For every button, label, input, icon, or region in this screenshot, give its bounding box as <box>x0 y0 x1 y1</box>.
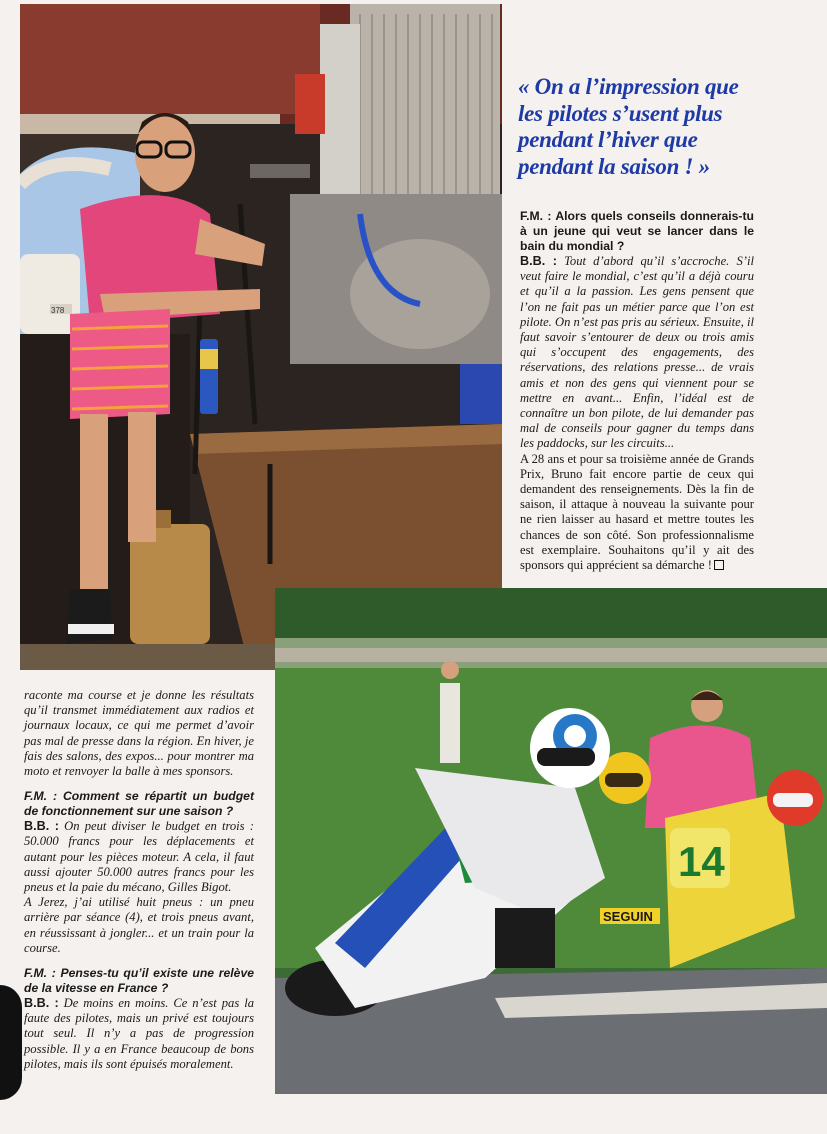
answer-budget <box>24 819 254 895</box>
right-column <box>520 209 754 573</box>
page-edge-mark <box>0 985 22 1100</box>
answer-text: On peut diviser le budget en trois : 50.000 francs pour les déplacements et autant pour les pièces moteur. A cela, il faut aussi ajouter 50.000 autres francs pour les pneus et la paie du mécano, Gilles Bigot. <box>24 819 254 895</box>
answer-text: A Jerez, j’ai utilisé huit pneus : un pneu arrière par séance (4), et trois pneus avant, en réussissant à jongler... et un train pour la course. <box>24 895 254 955</box>
race-illustration <box>275 588 827 1094</box>
question-text: Penses-tu qu’il existe une relève de la vitesse en France ? <box>24 966 255 996</box>
pit-box-photo <box>20 4 502 670</box>
rider-sponsor-text: SEGUIN <box>603 909 653 924</box>
answer-text: Tout d’abord qu’il s’accroche. S’il veut faire le mondial, c’est qu’il a déjà couru et qu’il a la passion. Les gens pensent que l’on ne fait pas un métier parce que l’on est pilote. On n’est pas pris au sérieux. Ensuite, il faut savoir s’entourer de deux ou trois amis qui s’occupent des engagements, des réservations, des relations presse... de vrais amis et non des gens qui viennent pour se mettre en avant... Enfin, l’idéal est de connaître un bon pilote, de lui demander pas mal de conseils pour gagner du temps dans les paddocks, sur les circuits... <box>520 254 755 451</box>
answer-tyres <box>24 895 254 956</box>
question-text: Alors quels conseils donnerais-tu à un jeune qui veut se lancer dans le bain du mondial ? <box>520 209 754 253</box>
question-text: Comment se répartit un budget de fonctionnement sur une saison ? <box>24 789 255 819</box>
question-budget <box>24 789 254 819</box>
end-of-article-icon <box>714 560 724 570</box>
speaker-fm: F.M. : <box>24 966 56 981</box>
pit-box-illustration <box>20 4 502 670</box>
question-advice <box>520 209 754 254</box>
narrative-paragraph <box>520 452 754 574</box>
race-photo <box>275 588 827 1094</box>
intro-paragraph <box>24 688 254 779</box>
speaker-fm: F.M. : <box>24 789 58 804</box>
speaker-bb: B.B. : <box>520 254 557 268</box>
answer-succession <box>24 996 254 1072</box>
narrative-text: A 28 ans et pour sa troisième année de Grands Prix, Bruno fait encore partie de ceux qui demandent des renseignements. Dès la fin de saison, il attaque à nouveau la suivante pour ne rien laisser au hasard et mettre toutes les chances de son côté. Son professionnalisme est exemplaire. Souhaitons qu’il y ait des sponsors qui apprécient sa démarche ! <box>520 451 754 573</box>
car-plate: 378 <box>51 306 65 315</box>
left-column <box>24 688 254 1072</box>
question-succession <box>24 966 254 996</box>
answer-advice <box>520 254 754 452</box>
race-number-14: 14 <box>678 838 725 885</box>
speaker-fm: F.M. : <box>520 209 552 223</box>
speaker-bb: B.B. : <box>24 996 59 1011</box>
answer-text: De moins en moins. Ce n’est pas la faute des pilotes, mais un privé est toujours tout seul. Il n’y a pas de progression possible. Il y a en France beaucoup de bons pilotes, mais ils sont épuisés moralement. <box>24 996 254 1071</box>
speaker-bb: B.B. : <box>24 819 59 834</box>
intro-text: raconte ma course et je donne les résultats qu’il transmet immédiatement aux radios et journaux locaux, ce qui me permet d’avoir pas mal de presse dans la région. En hiver, je fais des salons, des expos... pour montrer ma moto et renvoyer la balle à mes sponsors. <box>24 688 254 779</box>
pull-quote: « On a l’impression que les pilotes s’usent plus pendant l’hiver que pendant la saison ! » <box>518 74 739 179</box>
